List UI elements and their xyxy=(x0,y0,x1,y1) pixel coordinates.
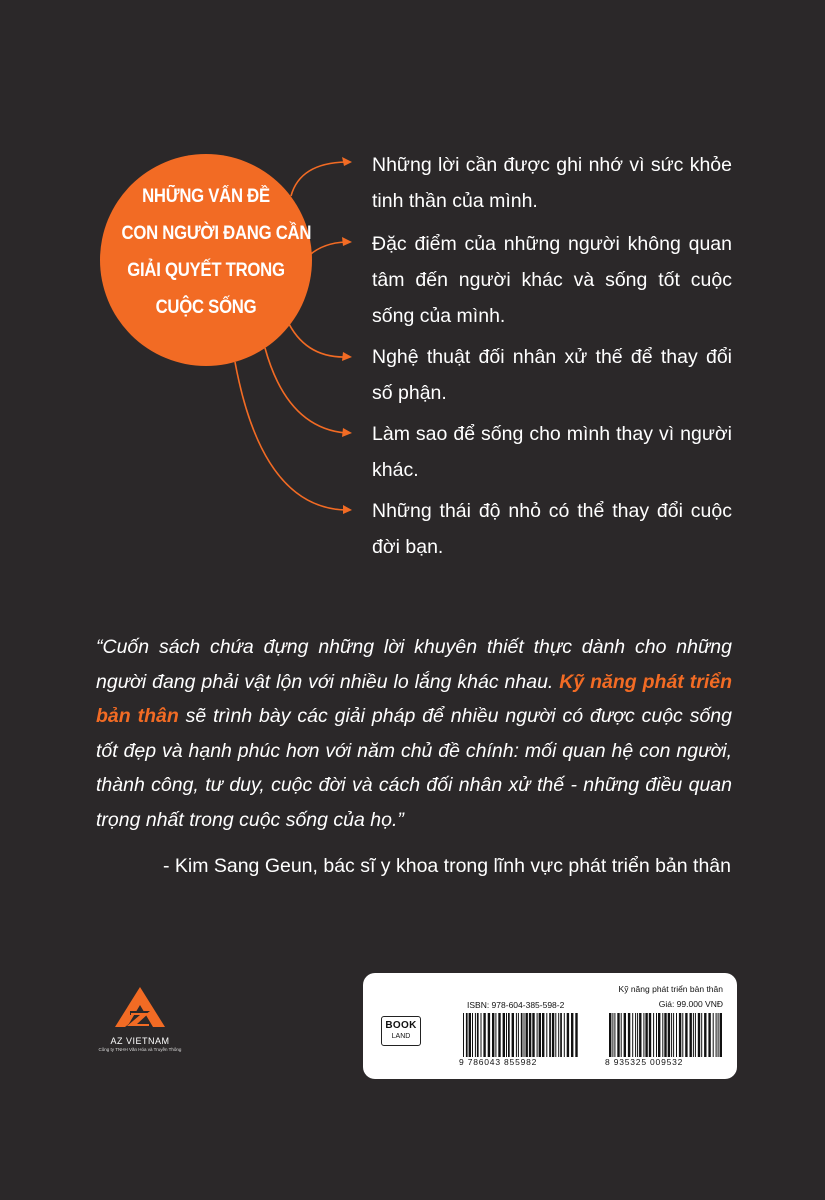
quote-attribution: - Kim Sang Geun, bác sĩ y khoa trong lĩnh vực phát triển bản thân xyxy=(162,855,731,877)
arrowhead-2 xyxy=(342,237,352,246)
barcode-bar xyxy=(564,1013,565,1057)
arrowhead-1 xyxy=(342,157,352,166)
topic-item-2: Đặc điểm của những người không quan tâm đến người khác và sống tốt cuộc sống của mình. xyxy=(372,233,732,327)
arrow-1 xyxy=(291,162,346,196)
barcode-bar xyxy=(656,1013,657,1057)
barcode-bar xyxy=(713,1013,714,1057)
barcode-bar xyxy=(632,1013,633,1057)
circle-line-2: CON NGƯỜI ĐANG CẦN xyxy=(121,223,312,244)
publisher-name: AZ VIETNAM xyxy=(110,1036,170,1046)
barcode-bar xyxy=(671,1013,672,1057)
barcode-bar xyxy=(664,1013,666,1057)
barcode-bar xyxy=(539,1013,541,1057)
barcode-bar xyxy=(560,1013,562,1057)
publisher-logo xyxy=(80,985,200,1052)
barcode-bar xyxy=(653,1013,654,1057)
barcode-bar xyxy=(720,1013,722,1057)
isbn-barcode-digits: 9 786043 855982 xyxy=(459,1057,538,1067)
barcode-bar xyxy=(624,1013,626,1057)
barcode-bar xyxy=(695,1013,696,1057)
barcode-bar xyxy=(685,1013,687,1057)
barcode-bar xyxy=(649,1013,651,1057)
barcode-bar xyxy=(526,1013,528,1057)
barcode-bar xyxy=(679,1013,681,1057)
barcode-bar xyxy=(506,1013,507,1057)
arrowhead-5 xyxy=(343,505,352,514)
book-quote xyxy=(96,630,732,837)
barcode-bar xyxy=(549,1013,551,1057)
isbn-label: ISBN: 978-604-385-598-2 xyxy=(467,1000,565,1010)
topic-item-5: Những thái độ nhỏ có thể thay đổi cuộc đời bạn. xyxy=(372,500,732,558)
barcode-bar xyxy=(716,1013,717,1057)
barcode-bar xyxy=(614,1013,615,1057)
barcode-bar xyxy=(628,1013,630,1057)
barcode-bar xyxy=(508,1013,510,1057)
barcode-bar xyxy=(643,1013,644,1057)
bookland-top: BOOK xyxy=(385,1020,417,1031)
circle-title xyxy=(121,178,312,326)
arrow-5 xyxy=(235,362,346,510)
barcode-bar xyxy=(481,1013,482,1057)
ean-barcode xyxy=(607,1013,725,1057)
price-label: Giá: 99.000 VNĐ xyxy=(658,999,723,1009)
barcode-bar xyxy=(612,1013,613,1057)
barcode-bar xyxy=(708,1013,710,1057)
barcode-bar xyxy=(469,1013,471,1057)
price-book-title: Kỹ năng phát triển bản thân xyxy=(618,984,723,994)
barcode-bar xyxy=(617,1013,619,1057)
barcode-bar xyxy=(571,1013,573,1057)
barcode-bar xyxy=(516,1013,517,1057)
barcode-bar xyxy=(475,1013,476,1057)
topic-item-4: Làm sao để sống cho mình thay vì người khác. xyxy=(372,423,732,481)
barcode-bar xyxy=(698,1013,700,1057)
barcode-bar xyxy=(521,1013,523,1057)
barcode-bar xyxy=(529,1013,531,1057)
barcode-bar xyxy=(609,1013,611,1057)
isbn-barcode xyxy=(461,1013,579,1057)
barcode-bar xyxy=(503,1013,505,1057)
barcode-bar xyxy=(463,1013,464,1057)
barcode-bar xyxy=(546,1013,547,1057)
barcode-bar xyxy=(704,1013,706,1057)
barcode-bar xyxy=(662,1013,663,1057)
barcode-bar xyxy=(552,1013,554,1057)
barcode-bar xyxy=(658,1013,660,1057)
barcode-bar xyxy=(477,1013,479,1057)
barcode-bar xyxy=(472,1013,473,1057)
barcode-bar xyxy=(495,1013,496,1057)
bookland-bottom: LAND xyxy=(391,1033,411,1040)
topic-item-1: Những lời cần được ghi nhớ vì sức khỏe tinh thần của mình. xyxy=(372,154,732,212)
barcode-bar xyxy=(512,1013,514,1057)
barcode-bar xyxy=(532,1013,534,1057)
barcode-bar xyxy=(718,1013,719,1057)
barcode-bar xyxy=(488,1013,490,1057)
quote-text-after: sẽ trình bày các giải pháp để nhiều người có được cuộc sống tốt đẹp và hạnh phúc hơn với năm chủ đề chính: mối quan hệ con người, thành công, tư duy, cuộc đời và cách đối nhân xử thế - những điều quan trọng nhất trong cuộc sống của họ.” xyxy=(96,705,732,831)
topic-item-3: Nghệ thuật đối nhân xử thế để thay đổi số phận. xyxy=(372,346,732,404)
az-logo-icon xyxy=(113,985,167,1029)
barcode-bar xyxy=(673,1013,674,1057)
barcode-bar xyxy=(639,1013,641,1057)
barcode-bar xyxy=(676,1013,677,1057)
barcode-bar xyxy=(537,1013,538,1057)
arrowhead-4 xyxy=(342,428,352,437)
barcode-bar xyxy=(542,1013,544,1057)
barcode-bar xyxy=(518,1013,519,1057)
barcode-bar xyxy=(668,1013,670,1057)
barcode-bar xyxy=(558,1013,559,1057)
circle-line-1: NHỮNG VẤN ĐỀ xyxy=(142,186,270,207)
quote-book-title: Kỹ năng phát triển bản thân xyxy=(96,670,732,727)
quote-text-before: “Cuốn sách chứa đựng những lời khuyên thiết thực dành cho những người đang phải vật lộn với nhiều lo lắng khác nhau. xyxy=(96,636,732,693)
barcode-bar xyxy=(524,1013,525,1057)
barcode-bar xyxy=(498,1013,500,1057)
arrow-3 xyxy=(287,320,346,357)
barcode-bar xyxy=(635,1013,636,1057)
arrowhead-3 xyxy=(342,352,352,361)
barcode-bar xyxy=(575,1013,577,1057)
barcode-bar xyxy=(645,1013,647,1057)
barcode-bar xyxy=(690,1013,692,1057)
arrow-4 xyxy=(265,348,346,433)
barcode-bar xyxy=(621,1013,622,1057)
publisher-subtitle: Công ty TNHH Văn Hóa và Truyền Thông xyxy=(98,1047,182,1052)
barcode-bar xyxy=(483,1013,485,1057)
barcode-bar xyxy=(693,1013,694,1057)
barcode-bar xyxy=(555,1013,556,1057)
circle-line-3: GIẢI QUYẾT TRONG xyxy=(127,260,285,281)
barcode-panel xyxy=(363,973,737,1079)
ean-barcode-digits: 8 935325 009532 xyxy=(605,1057,684,1067)
barcode-bar xyxy=(492,1013,494,1057)
barcode-bar xyxy=(701,1013,702,1057)
bookland-logo xyxy=(381,1016,421,1046)
circle-line-4: CUỘC SỐNG xyxy=(155,297,257,318)
barcode-bar xyxy=(637,1013,638,1057)
barcode-bar xyxy=(682,1013,683,1057)
barcode-bar xyxy=(466,1013,468,1057)
barcode-bar xyxy=(567,1013,569,1057)
